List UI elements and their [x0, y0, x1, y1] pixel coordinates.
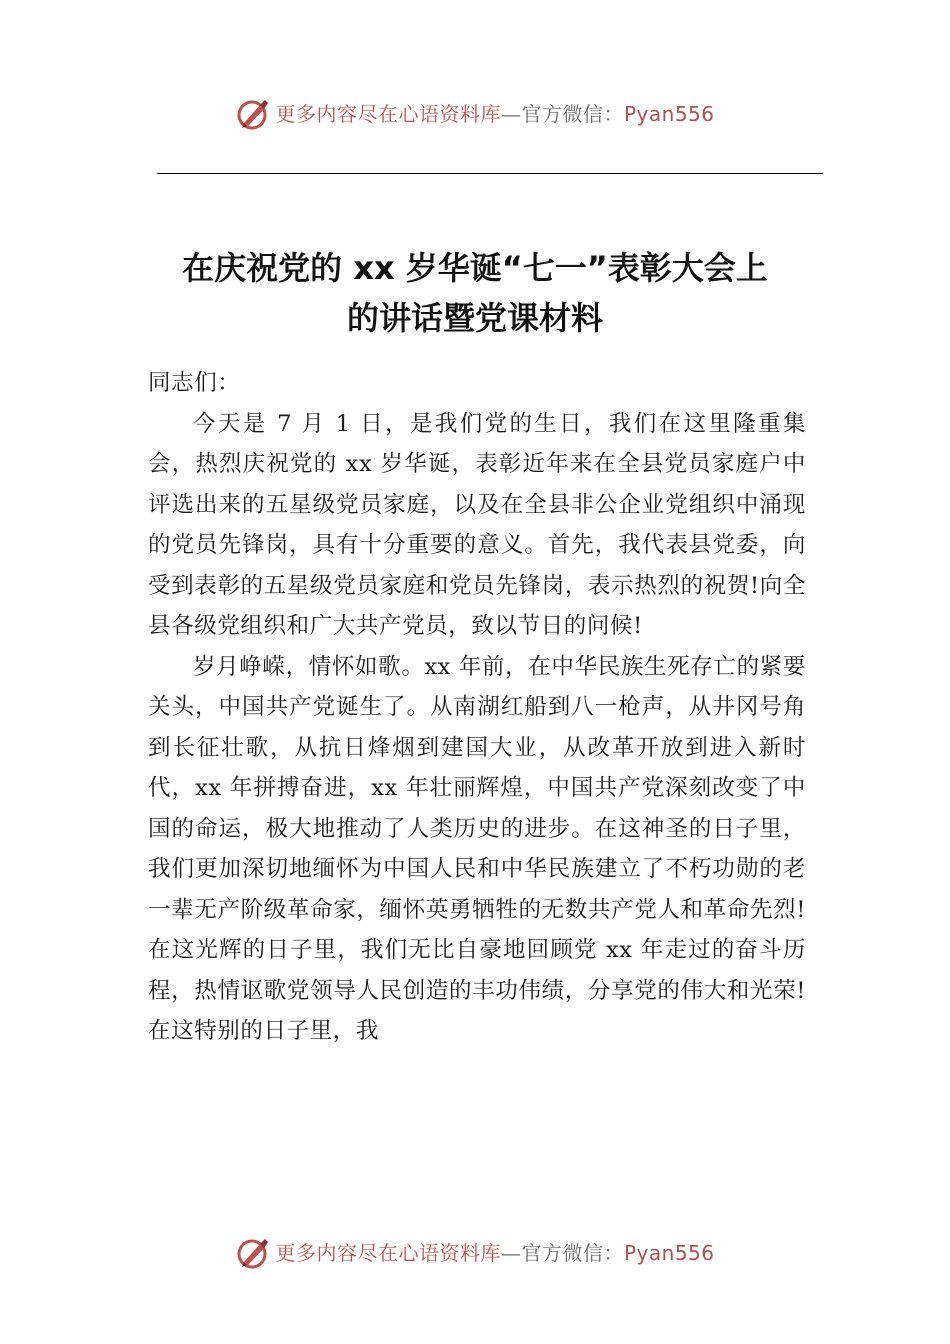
paragraph-1: 今天是 7 月 1 日，是我们党的生日，我们在这里隆重集会，热烈庆祝党的 xx 岁华诞，表彰近年来在全县党员家庭户中评选出来的五星级党员家庭，以及在全县非公企业党组织中涌现的党员先锋岗，具有十分重要的意义。首先，我代表县党委，向受到表彰的五星级党员家庭和党员先锋岗，表示热烈的祝贺!向全县各级党组织和广大共产党员，致以节日的问候! [148, 410, 806, 639]
footer-banner-text [275, 1233, 714, 1273]
footer-site-name: 更多内容尽在心语资料库 [275, 1241, 501, 1265]
banner-wechat-label: 官方微信： [521, 102, 624, 126]
document-title [120, 243, 830, 343]
banner-dash: — [500, 102, 522, 126]
header-banner-text [275, 94, 714, 134]
title-line-1: 在庆祝党的 xx 岁华诞“七一”表彰大会上 [182, 249, 768, 287]
header-divider [157, 173, 823, 174]
pen-circle-logo-icon [235, 1235, 271, 1271]
footer-banner [0, 1233, 950, 1273]
footer-dash: — [500, 1241, 522, 1265]
banner-site-name: 更多内容尽在心语资料库 [275, 102, 501, 126]
header-banner [0, 94, 950, 134]
document-body [148, 363, 806, 1052]
footer-wechat-label: 官方微信： [521, 1241, 624, 1265]
banner-wechat-id: Pyan556 [623, 102, 715, 126]
footer-wechat-id: Pyan556 [623, 1241, 715, 1265]
title-line-2: 的讲话暨党课材料 [346, 299, 603, 337]
salutation: 同志们： [148, 370, 241, 396]
pen-circle-logo-icon [235, 96, 271, 132]
paragraph-2: 岁月峥嵘，情怀如歌。xx 年前，在中华民族生死存亡的紧要关头，中国共产党诞生了。从南湖红船到八一枪声，从井冈号角到长征壮歌，从抗日烽烟到建国大业，从改革开放到进入新时代，xx 年拼搏奋进，xx 年壮丽辉煌，中国共产党深刻改变了中国的命运，极大地推动了人类历史的进步。在这神圣的日子里，我们更加深切地缅怀为中国人民和中华民族建立了不朽功勋的老一辈无产阶级革命家，缅怀英勇牺牲的无数共产党人和革命先烈!在这光辉的日子里，我们无比自豪地回顾党 xx 年走过的奋斗历程，热情讴歌党领导人民创造的丰功伟绩，分享党的伟大和光荣!在这特别的日子里，我 [148, 653, 806, 1044]
